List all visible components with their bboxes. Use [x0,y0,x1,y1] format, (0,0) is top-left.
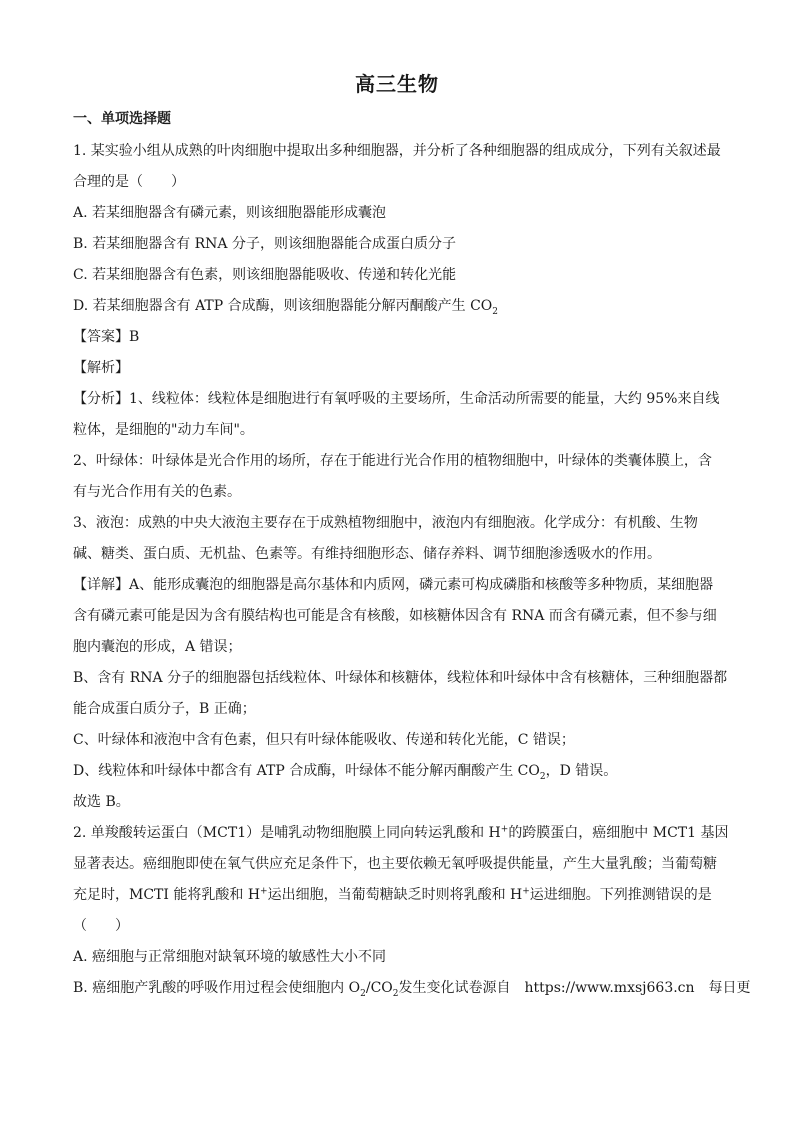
q1-stem-line-1: 1. 某实验小组从成熟的叶肉细胞中提取出多种细胞器，并分析了各种细胞器的组成成分，下列有关叙述最 [73,143,721,159]
subscript: 2 [539,771,546,782]
q1-analysis-line-3: 2、叶绿体：叶绿体是光合作用的场所，存在于能进行光合作用的植物细胞中，叶绿体的类囊体膜上，含 [73,453,712,469]
q1-detail-line-5: 能合成蛋白质分子，B 正确； [73,701,256,717]
q2-option-b-text: B. 癌细胞产乳酸的呼吸作用过程会使细胞内 O [73,980,361,996]
watermark-text: 试卷源自 https://www.mxsj663.cn 每日更 [454,980,751,996]
q2-option-b-mid: /CO [365,980,393,996]
q2-stem-line-3-mid: 运出细胞，当葡萄糖缺乏时则将乳酸和 H [267,887,523,903]
q1-analysis-heading: 【解析】 [73,360,129,376]
q1-option-d [73,297,498,315]
q2-option-b-end: 发生变化 [398,980,455,996]
superscript: + [260,886,268,897]
q1-detail-line-7 [73,762,617,780]
section-heading: 一、单项选择题 [73,111,171,127]
q2-stem-line-1-text: 2. 单羧酸转运蛋白（MCT1）是哺乳动物细胞膜上同向转运乳酸和 H [73,825,501,841]
q2-stem-line-1-end: 的跨膜蛋白，癌细胞中 MCT1 基因 [508,825,729,841]
q1-analysis-line-4: 有与光合作用有关的色素。 [73,484,241,500]
q2-option-b [73,979,751,997]
q1-option-d-text: D. 若某细胞器含有 ATP 合成酶，则该细胞器能分解丙酮酸产生 CO [73,298,493,314]
q1-detail-line-3: 胞内囊泡的形成，A 错误； [73,639,242,655]
page-title: 高三生物 [355,72,439,96]
q1-detail-line-1: 【详解】A、能形成囊泡的细胞器是高尔基体和内质网，磷元素可构成磷脂和核酸等多种物质，某细胞器 [73,577,714,593]
q2-stem-line-3 [73,886,712,904]
q1-option-a: A. 若某细胞器含有磷元素，则该细胞器能形成囊泡 [73,205,387,221]
q1-analysis-line-6: 碱、糖类、蛋白质、无机盐、色素等。有维持细胞形态、储存养料、调节细胞渗透吸水的作用。 [73,546,661,562]
q1-answer: 【答案】B [73,329,140,345]
q1-conclusion: 故选 B。 [73,794,130,810]
q1-option-c: C. 若某细胞器含有色素，则该细胞器能吸收、传递和转化光能 [73,267,457,283]
q2-stem-line-3-text: 充足时，MCTI 能将乳酸和 H [73,887,261,903]
superscript: + [522,886,530,897]
subscript: 2 [360,988,366,999]
q1-analysis-line-5: 3、液泡：成熟的中央大液泡主要存在于成熟植物细胞中，液泡内有细胞液。化学成分：有机酸、生物 [73,515,698,531]
q1-detail-line-2: 含有磷元素可能是因为含有膜结构也可能是含有核酸，如核糖体因含有 RNA 而含有磷元素，但不参与细 [73,608,717,624]
q1-detail-line-7-text: D、线粒体和叶绿体中都含有 ATP 合成酶，叶绿体不能分解丙酮酸产生 CO [73,763,540,779]
q1-detail-line-6: C、叶绿体和液泡中含有色素，但只有叶绿体能吸收、传递和转化光能，C 错误； [73,732,575,748]
q1-detail-line-4: B、含有 RNA 分子的细胞器包括线粒体、叶绿体和核糖体，线粒体和叶绿体中含有核糖体，三种细胞器都 [73,670,728,686]
q2-stem-line-2: 显著表达。癌细胞即使在氧气供应充足条件下，也主要依赖无氧呼吸提供能量，产生大量乳酸；当葡萄糖 [73,856,717,872]
q1-stem-line-2: 合理的是（ ） [73,174,185,190]
q1-analysis-line-2: 粒体，是细胞的"动力车间"。 [73,422,254,438]
q2-option-a: A. 癌细胞与正常细胞对缺氧环境的敏感性大小不同 [73,949,387,965]
q1-option-b: B. 若某细胞器含有 RNA 分子，则该细胞器能合成蛋白质分子 [73,236,456,252]
superscript: + [500,824,509,835]
q1-detail-line-7-end: ，D 错误。 [545,763,618,779]
subscript: 2 [392,988,399,999]
subscript: 2 [492,306,499,317]
q2-stem-line-1 [73,824,729,842]
q2-stem-line-4: （ ） [73,918,129,934]
q1-analysis-line-1: 【分析】1、线粒体：线粒体是细胞进行有氧呼吸的主要场所，生命活动所需要的能量，大约 95%来自线 [73,391,720,407]
q2-stem-line-3-end: 运进细胞。下列推测错误的是 [529,887,712,903]
